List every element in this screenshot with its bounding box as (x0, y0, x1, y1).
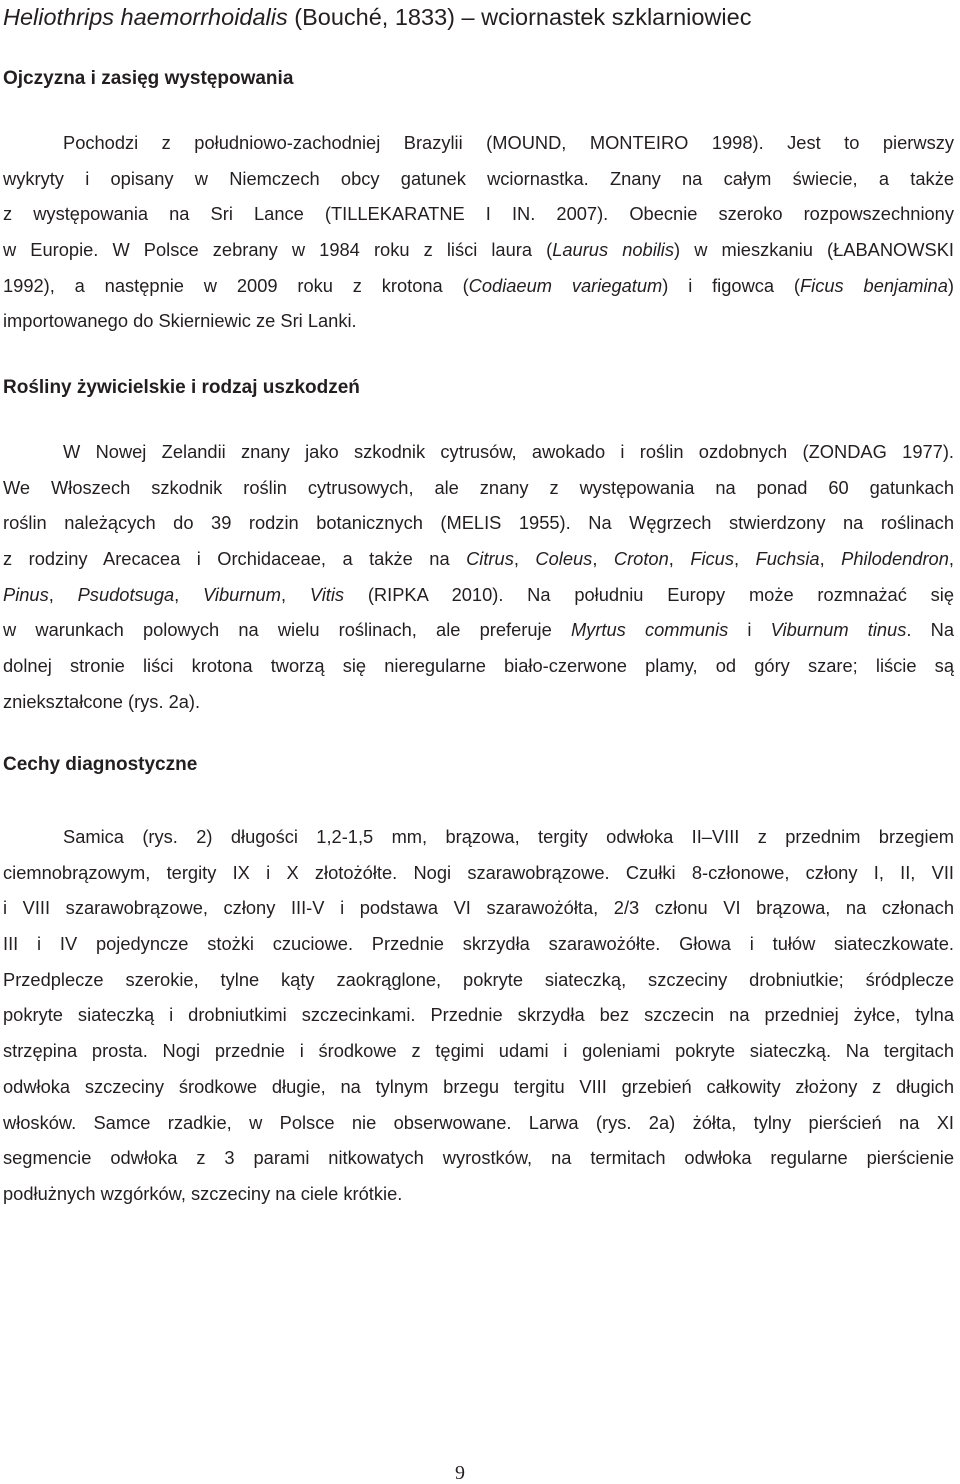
italic-term: Fuchsia (755, 548, 820, 570)
text-run: Pochodzi z południowo-zachodniej Brazylii (MOUND, MONTEIRO 1998). Jest to pierwszy (63, 132, 954, 153)
text-run: w Europie. W Polsce zebrany w 1984 roku z liści laura ( (3, 239, 553, 261)
species-name: Heliothrips haemorrhoidalis (3, 4, 288, 30)
italic-term: Viburnum (203, 583, 281, 605)
text-run: , (513, 548, 536, 570)
text-line (3, 161, 954, 197)
text-line (3, 855, 954, 891)
text-line (3, 196, 954, 232)
italic-term: Croton (613, 548, 669, 570)
italic-term: Citrus (466, 548, 514, 570)
text-line (3, 997, 954, 1033)
text-run: segmencie odwłoka z 3 parami nitkowatych wyrostków, na termitach odwłoka regularne pierścienie (3, 1147, 954, 1169)
text-run: odwłoka szczeciny środkowe długie, na tylnym brzegu tergitu VIII grzebień całkowity złożony z długich (3, 1075, 954, 1097)
text-run: ) w mieszkaniu (ŁABANOWSKI (674, 239, 954, 261)
text-line (3, 684, 954, 720)
text-run: strzępina prosta. Nogi przednie i środkowe z tęgimi udami i goleniami pokryte siateczką. Na tergitach (3, 1040, 954, 1062)
text-run: wykryty i opisany w Niemczech obcy gatunek wciornastka. Znany na całym świecie, a także (3, 167, 954, 189)
text-line (3, 577, 954, 613)
species-authority: (Bouché, 1833) – wciornastek szklarniowiec (287, 4, 752, 30)
text-run: i (728, 619, 771, 641)
text-line (3, 268, 954, 304)
italic-term: Codiaeum variegatum (468, 274, 663, 296)
text-line (3, 648, 954, 684)
text-run: . Na (906, 619, 954, 641)
text-line (3, 1140, 954, 1176)
text-run: podłużnych wzgórków, szczeciny na ciele krótkie. (3, 1182, 403, 1204)
text-run: z występowania na Sri Lance (TILLEKARATNE I IN. 2007). Obecnie szeroko rozpowszechniony (3, 203, 954, 225)
section-heading-diagnostics: Cechy diagnostyczne (3, 754, 198, 775)
italic-term: Philodendron (841, 548, 949, 570)
text-line (3, 125, 954, 161)
italic-term: Coleus (535, 548, 593, 570)
italic-term: Laurus nobilis (552, 239, 675, 261)
italic-term: Psudotsuga (77, 583, 175, 605)
text-run: W Nowej Zelandii znany jako szkodnik cytrusów, awokado i roślin ozdobnych (ZONDAG 1977). (63, 441, 954, 462)
section-heading-hosts: Rośliny żywicielskie i rodzaj uszkodzeń (3, 377, 360, 398)
text-line (3, 1176, 954, 1212)
section-text-diagnostics (3, 819, 954, 1212)
text-run: włosków. Samce rzadkie, w Polsce nie obserwowane. Larwa (rys. 2a) żółta, tylny pierścień na XI (3, 1111, 954, 1133)
text-line (3, 1033, 954, 1069)
text-line (3, 505, 954, 541)
text-line (3, 434, 954, 470)
text-run: , (948, 548, 954, 570)
page-number: 9 (455, 1462, 465, 1484)
text-line (3, 926, 954, 962)
text-run: , (174, 583, 204, 605)
text-run: dolnej stronie liści krotona tworzą się nieregularne biało-czerwone plamy, od góry szare; liście są (3, 655, 954, 677)
italic-term: Myrtus communis (570, 619, 729, 641)
text-run: , (592, 548, 614, 570)
text-run: , (280, 583, 310, 605)
text-run: Samica (rys. 2) długości 1,2-1,5 mm, brązowa, tergity odwłoka II–VIII z przednim brzegiem (63, 826, 954, 847)
italic-term: Vitis (309, 583, 345, 605)
text-run: , (48, 583, 78, 605)
italic-term: Ficus (690, 548, 734, 570)
section-text-hosts (3, 434, 954, 720)
text-run: , (734, 548, 756, 570)
text-run: , (668, 548, 691, 570)
text-run: pokryte siateczką i drobniutkimi szczecinkami. Przednie skrzydła bez szczecin na przedniej żyłce, tylna (3, 1004, 954, 1026)
text-run: roślin należących do 39 rodzin botanicznych (MELIS 1955). Na Węgrzech stwierdzony na roślinach (3, 512, 954, 534)
text-run: III i IV pojedyncze stożki czuciowe. Przednie skrzydła szarawożółte. Głowa i tułów siateczkowate. (3, 933, 954, 955)
section-text-origin (3, 125, 954, 339)
text-run: 1992), a następnie w 2009 roku z krotona ( (3, 274, 469, 296)
text-run: i VIII szarawobrązowe, człony III-V i podstawa VI szarawożółta, 2/3 członu VI brązowa, na członach (3, 897, 954, 919)
text-run: ) (947, 274, 954, 296)
text-line (3, 1069, 954, 1105)
italic-term: Viburnum tinus (770, 619, 907, 641)
text-line (3, 470, 954, 506)
italic-term: Pinus (3, 583, 49, 605)
text-run: zniekształcone (rys. 2a). (3, 690, 201, 712)
text-line (3, 819, 954, 855)
text-line (3, 890, 954, 926)
text-run: Przedplecze szerokie, tylne kąty zaokrąglone, pokryte siateczką, szczeciny drobniutkie; śródplecze (3, 968, 954, 990)
text-line (3, 612, 954, 648)
text-run: ciemnobrązowym, tergity IX i X złotożółte. Nogi szarawobrązowe. Czułki 8-członowe, człony I, II, VII (3, 861, 954, 883)
text-line (3, 1105, 954, 1141)
italic-term: Ficus benjamina (800, 274, 948, 296)
text-run: , (819, 548, 842, 570)
text-line (3, 232, 954, 268)
page-title (3, 2, 953, 32)
section-heading-origin: Ojczyzna i zasięg występowania (3, 68, 294, 89)
text-run: ) i figowca ( (662, 274, 801, 296)
text-run: importowanego do Skierniewic ze Sri Lanki. (3, 310, 357, 332)
text-run: z rodziny Arecacea i Orchidaceae, a także na (3, 548, 467, 570)
text-line (3, 303, 954, 339)
text-run: (RIPKA 2010). Na południu Europy może rozmnażać się (344, 583, 954, 605)
text-run: We Włoszech szkodnik roślin cytrusowych, ale znany z występowania na ponad 60 gatunkach (3, 476, 954, 498)
text-line (3, 962, 954, 998)
text-line (3, 541, 954, 577)
text-run: w warunkach polowych na wielu roślinach, ale preferuje (3, 619, 571, 641)
